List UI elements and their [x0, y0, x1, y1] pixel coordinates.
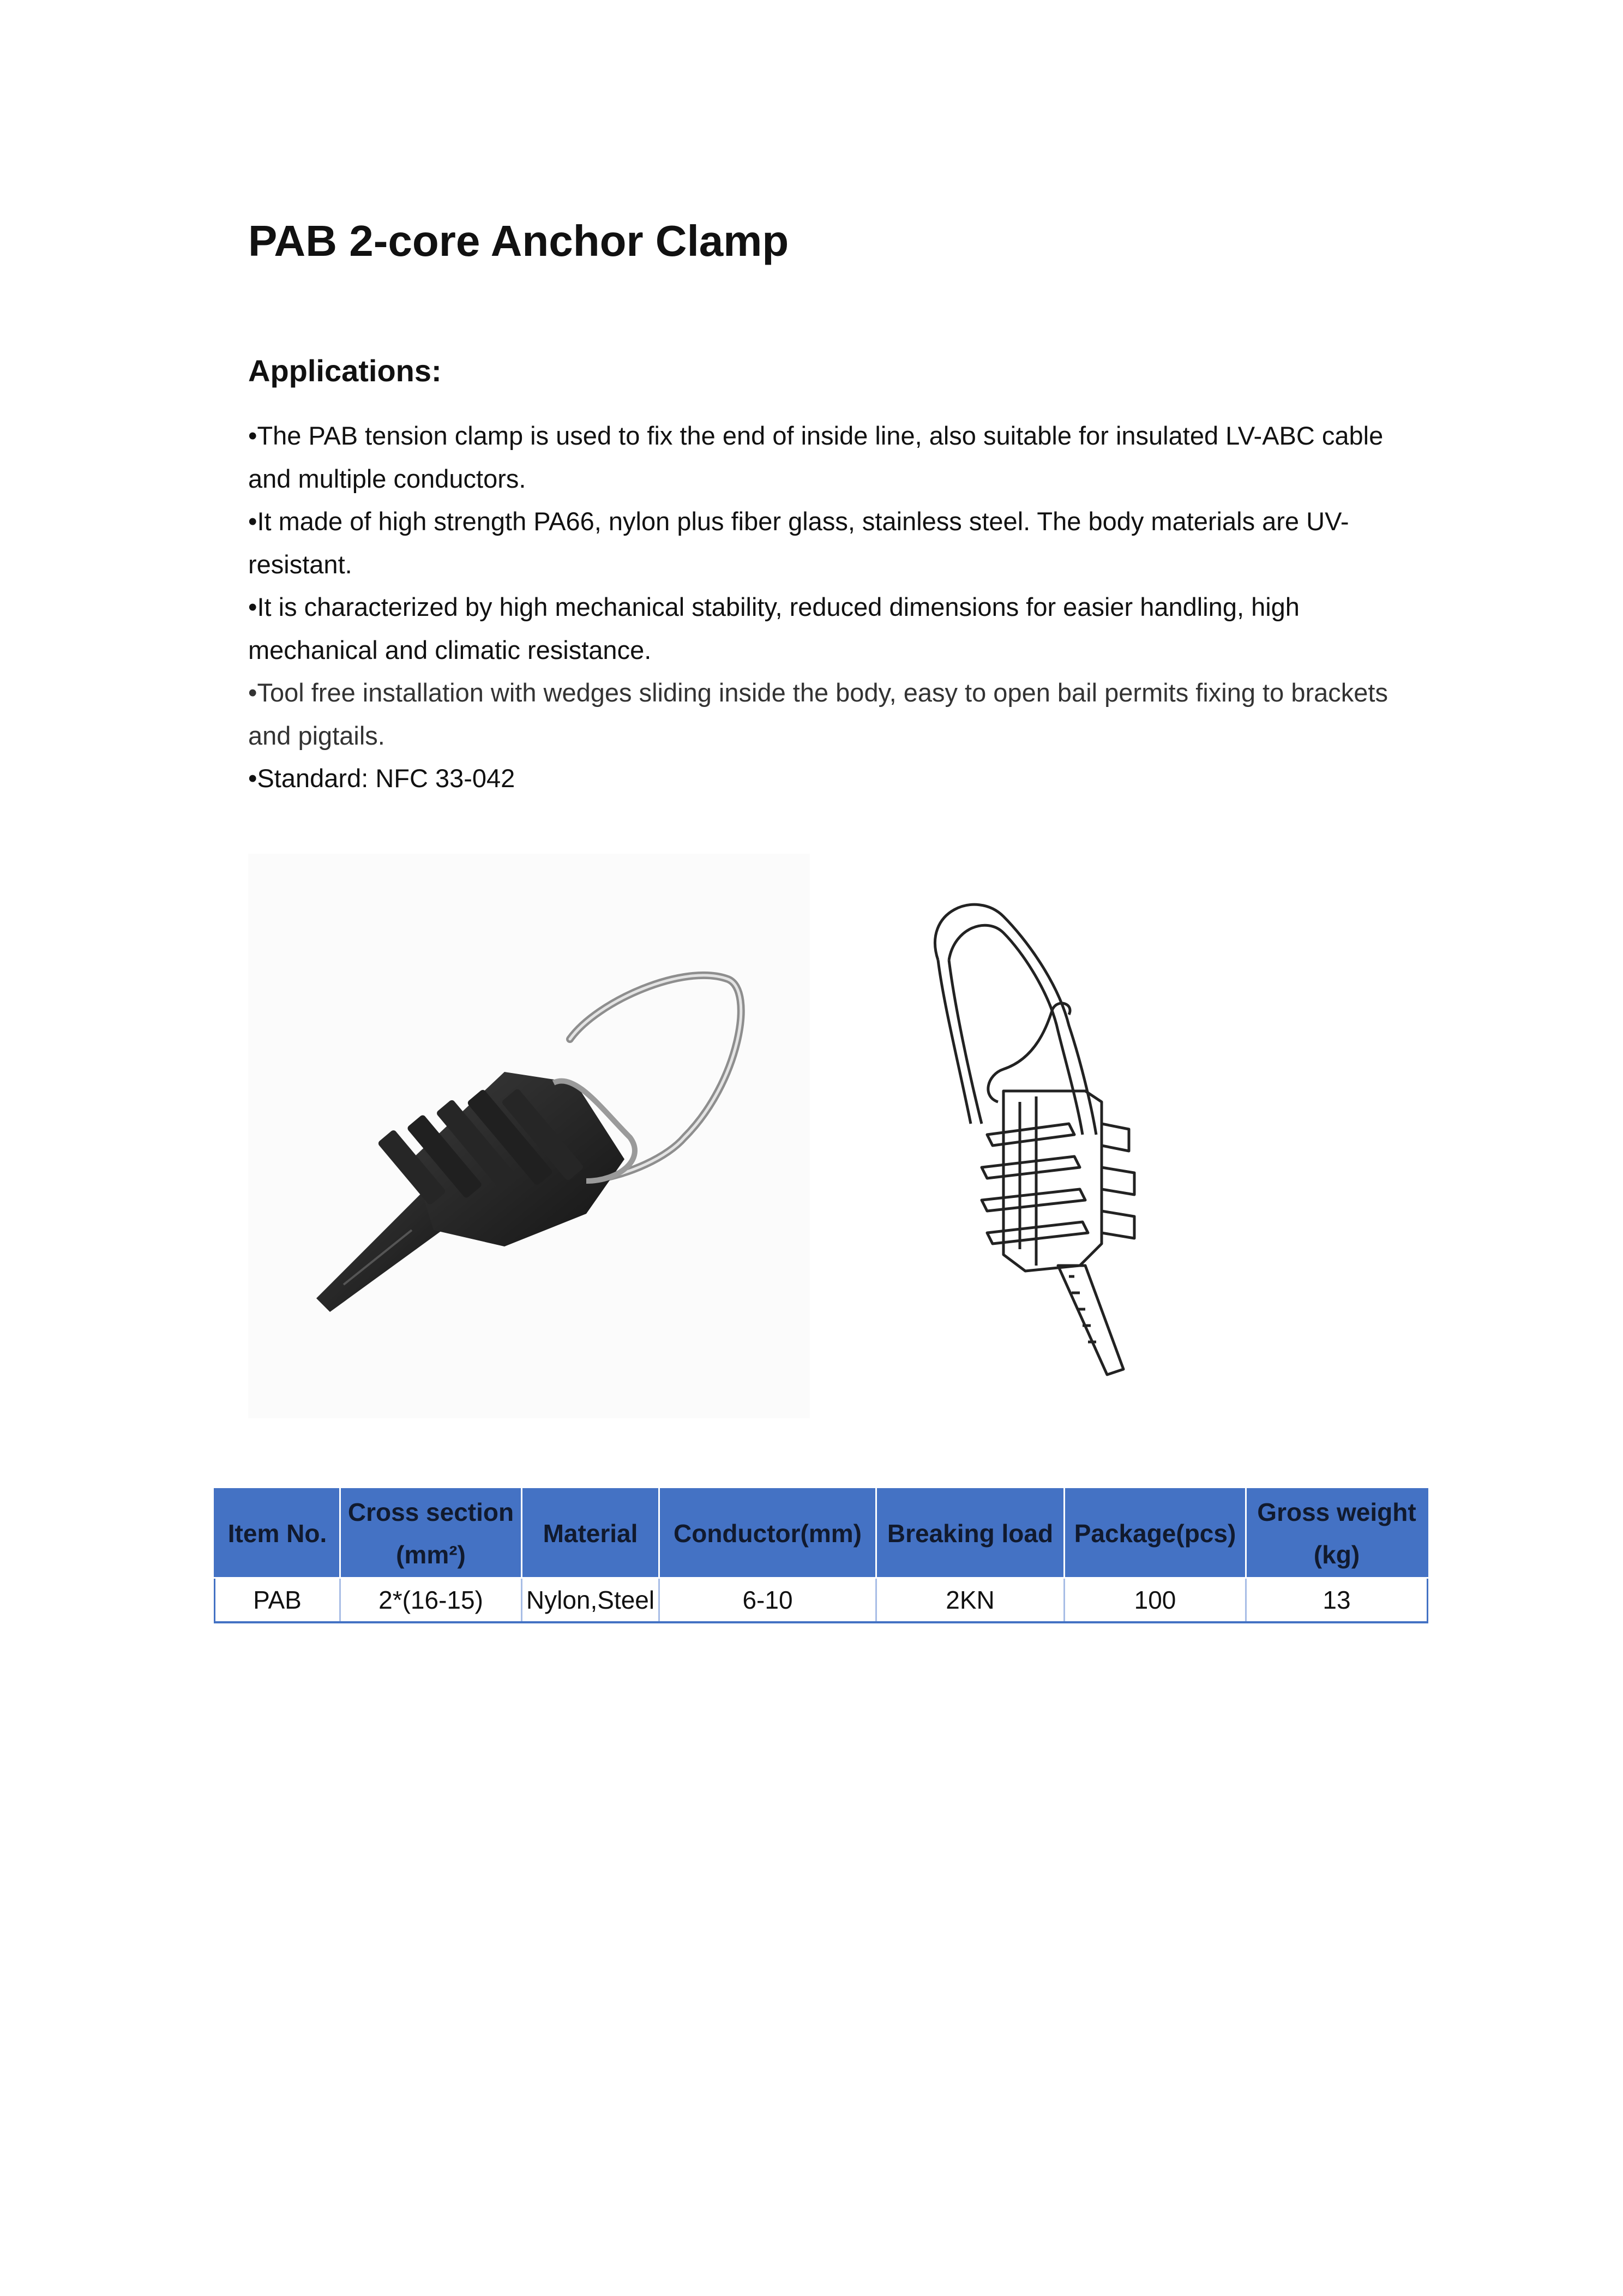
application-item: •It made of high strength PA66, nylon plus fiber glass, stainless steel. The body materials are UV-resistant.	[248, 507, 1349, 579]
application-item: •Standard: NFC 33-042	[248, 764, 515, 793]
anchor-clamp-drawing-icon	[894, 895, 1216, 1386]
header-conductor: Conductor(mm)	[659, 1489, 876, 1578]
cell-package: 100	[1065, 1578, 1246, 1623]
header-material: Material	[522, 1489, 659, 1578]
applications-list	[248, 415, 1399, 800]
header-package: Package(pcs)	[1065, 1489, 1246, 1578]
application-item: •It is characterized by high mechanical stability, reduced dimensions for easier handling, high mechanical and climatic resistance.	[248, 592, 1300, 664]
page-title: PAB 2-core Anchor Clamp	[248, 217, 789, 265]
anchor-clamp-photo-icon	[248, 854, 810, 1418]
header-breaking-load: Breaking load	[876, 1489, 1065, 1578]
table-row	[215, 1578, 1428, 1623]
table-header-row	[215, 1489, 1428, 1578]
cell-gross-weight: 13	[1246, 1578, 1428, 1623]
applications-heading: Applications:	[248, 353, 442, 388]
specification-table	[214, 1488, 1428, 1623]
header-item-no: Item No.	[215, 1489, 340, 1578]
cell-cross-section: 2*(16-15)	[340, 1578, 522, 1623]
cell-material: Nylon,Steel	[522, 1578, 659, 1623]
cell-conductor: 6-10	[659, 1578, 876, 1623]
application-item: •The PAB tension clamp is used to fix the end of inside line, also suitable for insulated LV-ABC cable and multiple conductors.	[248, 421, 1384, 493]
header-gross-weight: Gross weight (kg)	[1246, 1489, 1428, 1578]
header-cross-section: Cross section (mm²)	[340, 1489, 522, 1578]
anchor-clamp-line-drawing	[894, 895, 1216, 1386]
cell-breaking-load: 2KN	[876, 1578, 1065, 1623]
anchor-clamp-photo	[248, 854, 810, 1418]
application-item: •Tool free installation with wedges sliding inside the body, easy to open bail permits fixing to brackets and pigtails.	[248, 678, 1388, 750]
cell-item-no: PAB	[215, 1578, 340, 1623]
